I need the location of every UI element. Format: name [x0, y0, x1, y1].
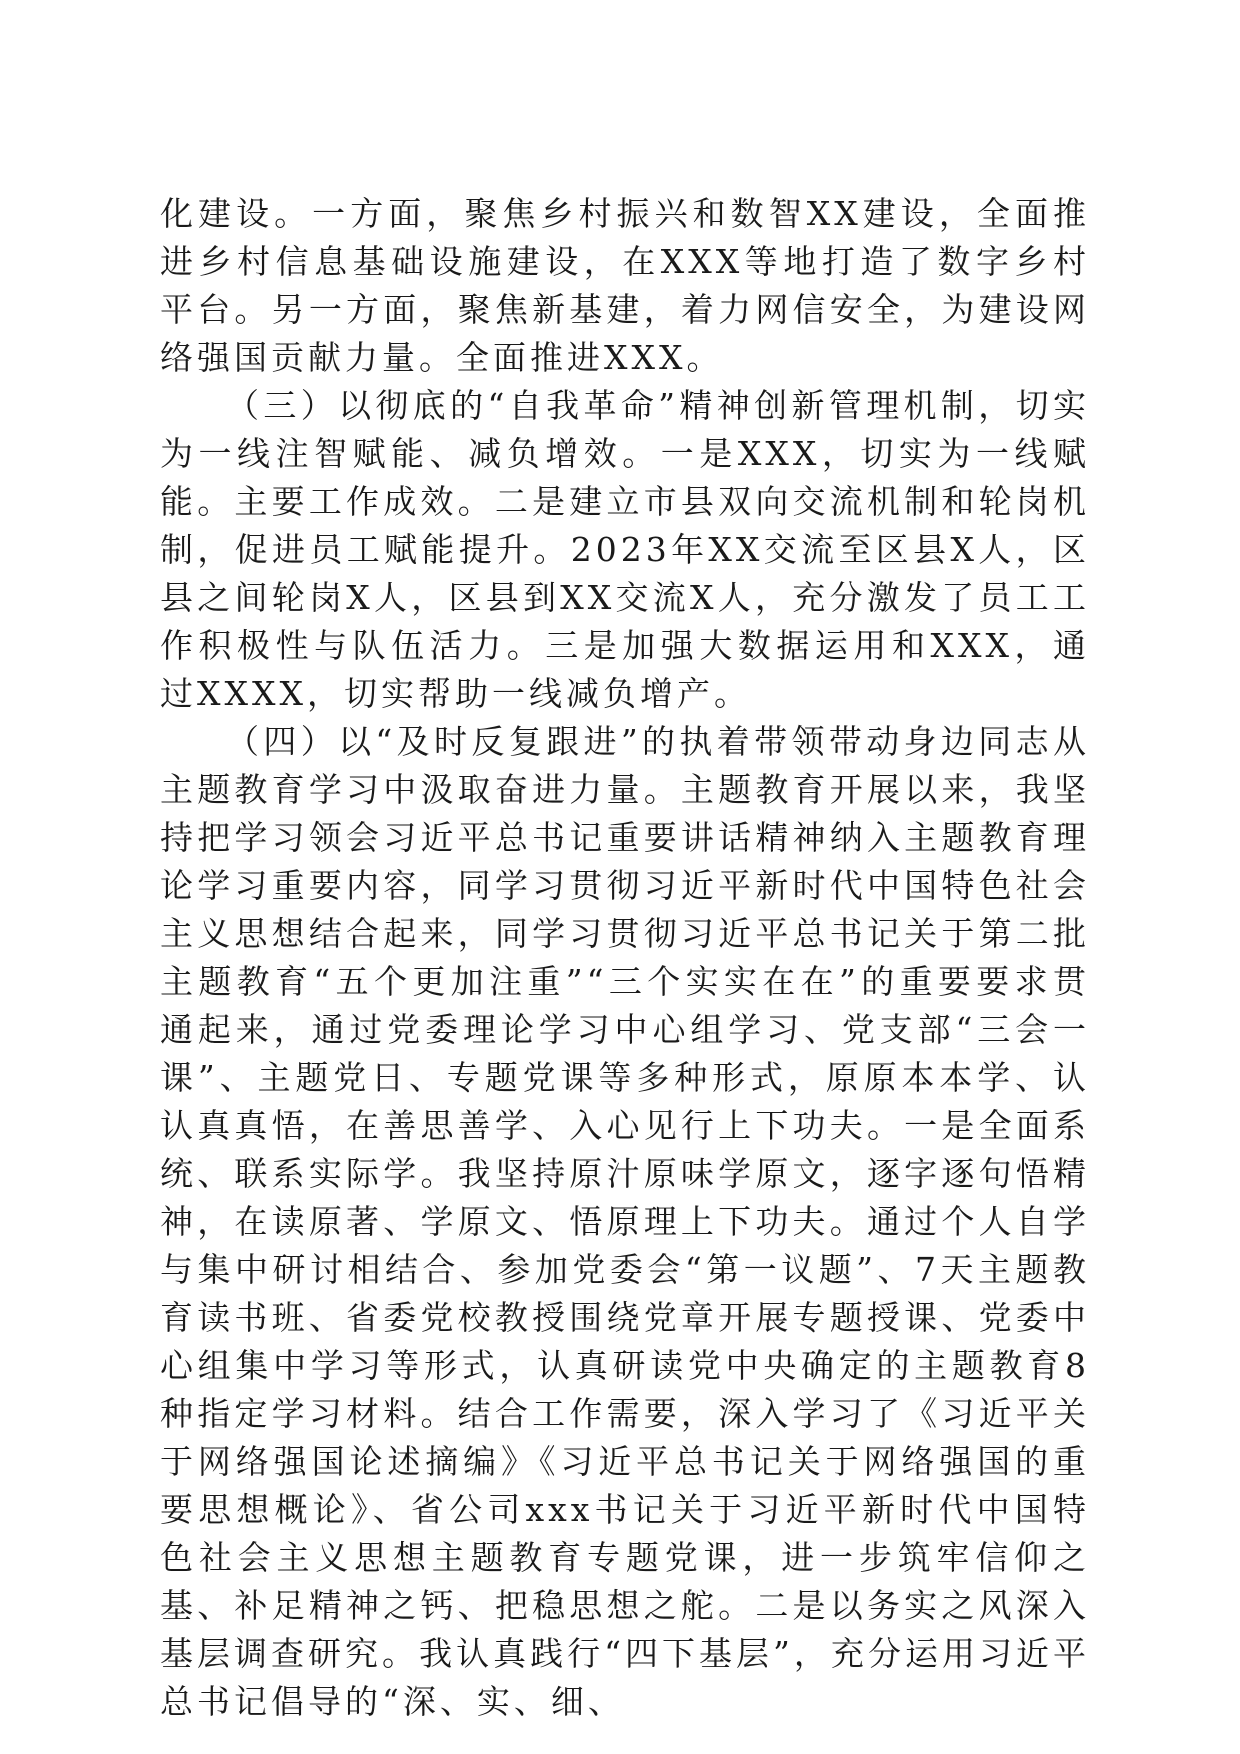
- paragraph-section-3: （三）以彻底的“自我革命”精神创新管理机制，切实为一线注智赋能、减负增效。一是XXX，切实为一线赋能。主要工作成效。二是建立市县双向交流机制和轮岗机制，促进员工赋能提升。2023年XX交流至区县X人，区县之间轮岗X人，区县到XX交流X人，充分激发了员工工作积极性与队伍活力。三是加强大数据运用和XXX，通过XXXX，切实帮助一线减负增产。: [160, 386, 1090, 713]
- document-body: [160, 190, 1090, 1726]
- paragraph-continuation: 化建设。一方面，聚焦乡村振兴和数智XX建设，全面推进乡村信息基础设施建设，在XXX等地打造了数字乡村平台。另一方面，聚焦新基建，着力网信安全，为建设网络强国贡献力量。全面推进XXX。: [160, 194, 1090, 377]
- paragraph-section-4: （四）以“及时反复跟进”的执着带领带动身边同志从主题教育学习中汲取奋进力量。主题教育开展以来，我坚持把学习领会习近平总书记重要讲话精神纳入主题教育理论学习重要内容，同学习贯彻习近平新时代中国特色社会主义思想结合起来，同学习贯彻习近平总书记关于第二批主题教育“五个更加注重”“三个实实在在”的重要要求贯通起来，通过党委理论学习中心组学习、党支部“三会一课”、主题党日、专题党课等多种形式，原原本本学、认认真真悟，在善思善学、入心见行上下功夫。一是全面系统、联系实际学。我坚持原汁原味学原文，逐字逐句悟精神，在读原著、学原文、悟原理上下功夫。通过个人自学与集中研讨相结合、参加党委会“第一议题”、7天主题教育读书班、省委党校教授围绕党章开展专题授课、党委中心组集中学习等形式，认真研读党中央确定的主题教育8种指定学习材料。结合工作需要，深入学习了《习近平关于网络强国论述摘编》《习近平总书记关于网络强国的重要思想概论》、省公司xxx书记关于习近平新时代中国特色社会主义思想主题教育专题党课，进一步筑牢信仰之基、补足精神之钙、把稳思想之舵。二是以务实之风深入基层调查研究。我认真践行“四下基层”，充分运用习近平总书记倡导的“深、实、细、: [160, 722, 1090, 1721]
